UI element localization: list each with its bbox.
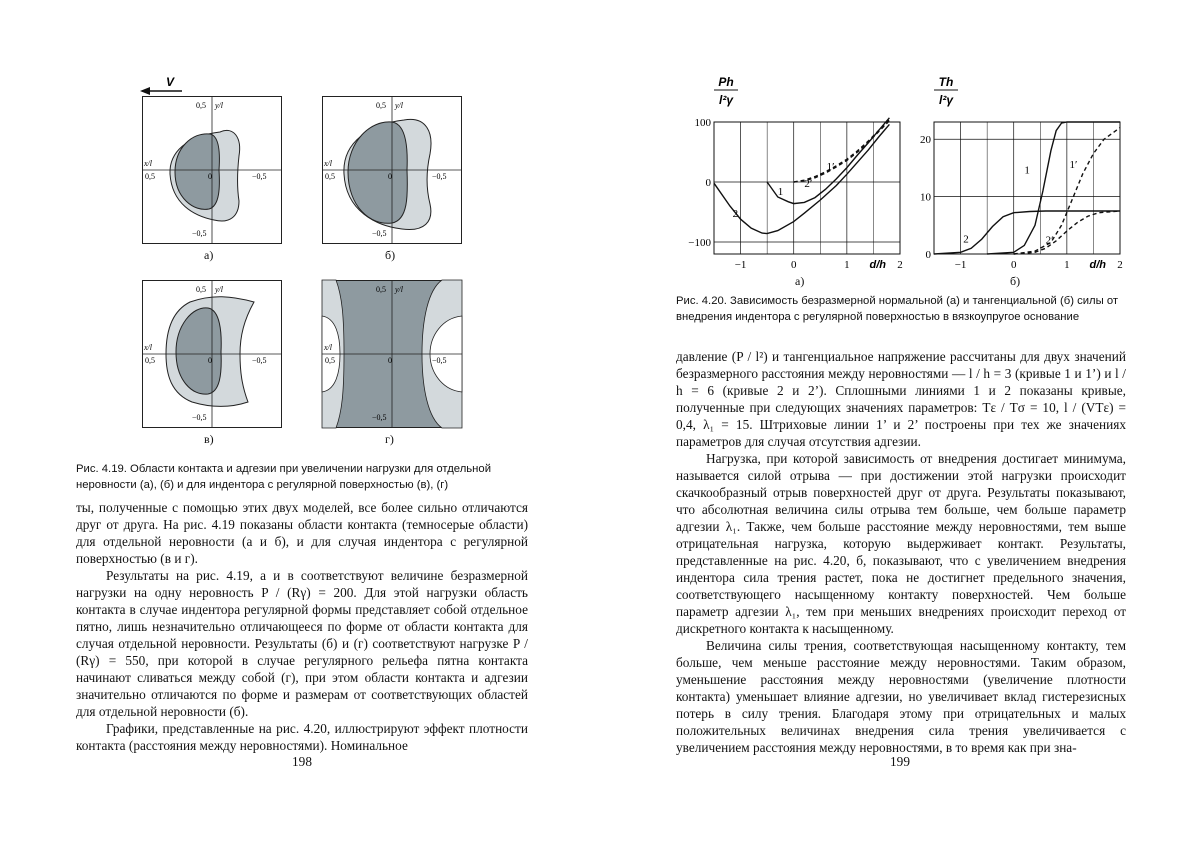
- x-axis-label: x/l: [144, 343, 152, 352]
- x-axis-label: d/h: [1089, 259, 1106, 271]
- curve-label: 1: [777, 186, 784, 199]
- curve-label: 2: [732, 207, 739, 220]
- tick-bottom: −0,5: [192, 229, 207, 238]
- x-axis-label: d/h: [869, 259, 886, 271]
- y-tick-label: 10: [920, 191, 931, 204]
- y-tick-label: 0: [705, 177, 711, 189]
- tick-right: −0,5: [432, 172, 447, 181]
- panel-419-b: [322, 96, 462, 244]
- velocity-label: V: [166, 75, 175, 89]
- x-axis-label: x/l: [144, 159, 152, 168]
- tick-right: −0,5: [252, 172, 267, 181]
- tick-origin: 0: [388, 172, 392, 181]
- chart-panel-b: [900, 72, 1140, 292]
- curve-label: 1: [1024, 164, 1030, 177]
- left-body-text: [76, 499, 528, 754]
- paragraph: Графики, представленные на рис. 4.20, иллюстрируют эффект плотности контакта (расстояния между неровностями). Номинальное: [76, 721, 528, 753]
- tick-top: 0,5: [376, 101, 386, 110]
- chart-panel-b-label: б): [1010, 274, 1021, 288]
- panel-419-v-label: в): [204, 432, 214, 446]
- tick-bottom: −0,5: [372, 229, 387, 238]
- x-tick-label: −1: [954, 259, 967, 271]
- page-number: 199: [890, 754, 910, 769]
- tick-bottom: −0,5: [192, 413, 207, 422]
- x-tick-label: 0: [1010, 259, 1017, 271]
- y-tick-label: 100: [694, 117, 711, 129]
- x-tick-label: 1: [844, 259, 850, 271]
- x-tick-label: 2: [1117, 259, 1123, 271]
- y-tick-label: 0: [925, 249, 931, 261]
- panel-419-g-label: г): [385, 432, 394, 446]
- series-line-1: [987, 122, 1120, 254]
- y-axis-label: y/l: [395, 101, 403, 110]
- paragraph: Нагрузка, при которой зависимость от внедрения достигает минимума, называется силой отрыва — при достижении этой нагрузки происходит скачкообразный отрыв поверхностей друг от друга. Результаты показывают, что абсолютная величина силы отрыва тем больше, чем больше параметр адгезии λ₁. Также, чем больше расстояние между неровностями, тем выше отрицательная нагрузка, которую выдерживает контакт. Результаты, представленные на рис. 4.20, б, показывают, что с увеличением внедрения индентора сила трения растет, пока не достигнет предельного значения, соответствующего насыщенному контакту поверхностей. Чем больше параметр адгезии λ₁, тем при меньших внедрениях происходит переход от дискретного контакта к насыщенному.: [676, 451, 1126, 636]
- panel-419-b-label: б): [385, 248, 396, 262]
- chart-panel-a: [680, 72, 920, 292]
- y-axis-label: y/l: [395, 285, 403, 294]
- y-axis-label-denominator: l²γ: [938, 93, 954, 107]
- y-axis-label: y/l: [215, 101, 223, 110]
- curve-label: 2′: [804, 177, 813, 190]
- x-tick-label: 1: [1064, 259, 1070, 271]
- tick-origin: 0: [208, 356, 212, 365]
- tick-bottom: −0,5: [372, 413, 387, 422]
- paragraph: ты, полученные с помощью этих двух моделей, все более сильно отличаются друг от друга. На рис. 4.19 показаны области контакта (темносерые области) для отдельной неровности (а и б), и для случая индентора с регулярной поверхностью (в и г).: [76, 500, 528, 566]
- x-tick-label: −1: [734, 259, 747, 271]
- plot-frame: [934, 122, 1120, 254]
- x-tick-label: 0: [790, 259, 797, 271]
- right-body-text: [676, 348, 1126, 756]
- panel-419-a: [142, 96, 282, 244]
- tick-origin: 0: [208, 172, 212, 181]
- paragraph: Величина силы трения, соответствующая насыщенному контакту, тем больше, чем меньше расстояние между неровностями. Таким образом, уменьшение расстояния между неровностями (увеличение плотности контакта) уменьшает влияние адгезии, но увеличивает вклад гистерезисных потерь в силу трения. Благодаря этому при отрицательных и малых положительных величинах внедрения сила трения увеличивается с увеличением расстояния между неровностями, в то время как при зна-: [676, 638, 1126, 755]
- paragraph: Результаты на рис. 4.19, а и в соответствуют величине безразмерной нагрузки на одну неровность P / (Rγ) = 200. Для этой нагрузки область контакта в случае индентора регулярной формы представляет собой отдельное пятно, лишь незначительно отличающееся по форме от области контакта для случая отдельной неровности. Результаты (б) и (г) соответствуют нагрузке P / (Rγ) = 550, при которой в случае регулярного рельефа пятна контакта начинают сливаться между собой (г), при этом области контакта и адгезии значительно отличаются по форме и размерам от соответствующих областей для отдельной неровности (б).: [76, 568, 528, 719]
- curve-label: 1′: [826, 161, 835, 173]
- x-axis-label: x/l: [324, 159, 332, 168]
- tick-left: 0,5: [145, 172, 155, 181]
- tick-right: −0,5: [432, 356, 447, 365]
- chart-panel-a-label: а): [795, 274, 805, 288]
- curve-label: 1′: [1069, 158, 1078, 171]
- x-axis-label: x/l: [324, 343, 332, 352]
- y-tick-label: 20: [920, 134, 931, 147]
- velocity-arrow: [138, 75, 198, 97]
- tick-left: 0,5: [325, 172, 335, 181]
- page-number: 198: [292, 754, 312, 769]
- y-axis-label-numerator: Ph: [718, 75, 734, 89]
- paragraph: давление (P / l²) и тангенциальное напряжение рассчитаны для двух значений безразмерного расстояния между неровностями — l / h = 3 (кривые 1 и 1’) и l / h = 6 (кривые 2 и 2’). Сплошными линиями 1 и 2 показаны кривые, полученные при следующих значениях параметров: Tε / Tσ = 10, l / (VTε) = 0,4, λ₁ = 15. Штриховые линии 1’ и 2’ построены при тех же значениях параметров для случая отсутствия адгезии.: [676, 349, 1126, 449]
- y-axis-label-numerator: Th: [938, 75, 954, 89]
- tick-top: 0,5: [376, 285, 386, 294]
- panel-419-a-label: а): [204, 248, 214, 262]
- y-axis-label-denominator: l²γ: [718, 93, 734, 107]
- curve-label: 2: [963, 233, 969, 246]
- y-axis-label: y/l: [215, 285, 223, 294]
- tick-left: 0,5: [325, 356, 335, 365]
- panel-419-g: [322, 280, 462, 428]
- tick-top: 0,5: [196, 285, 206, 294]
- tick-right: −0,5: [252, 356, 267, 365]
- figure-4-19-caption: Рис. 4.19. Области контакта и адгезии при увеличении нагрузки для отдельной неровности (а), (б) и для индентора с регулярной поверхностью (в), (г): [76, 463, 492, 491]
- right-page: [600, 0, 1200, 849]
- tick-top: 0,5: [196, 101, 206, 110]
- y-tick-label: −100: [688, 237, 711, 249]
- tick-origin: 0: [388, 356, 392, 365]
- x-tick-label: 2: [897, 259, 903, 271]
- series-line-2: [934, 211, 1120, 254]
- figure-4-20-caption: Рис. 4.20. Зависимость безразмерной нормальной (а) и тангенциальной (б) силы от внедрения индентора с регулярной поверхностью в вязкоупругое основание: [676, 295, 1119, 323]
- curve-label: 2′: [1045, 234, 1054, 247]
- tick-left: 0,5: [145, 356, 155, 365]
- panel-419-v: [142, 280, 282, 428]
